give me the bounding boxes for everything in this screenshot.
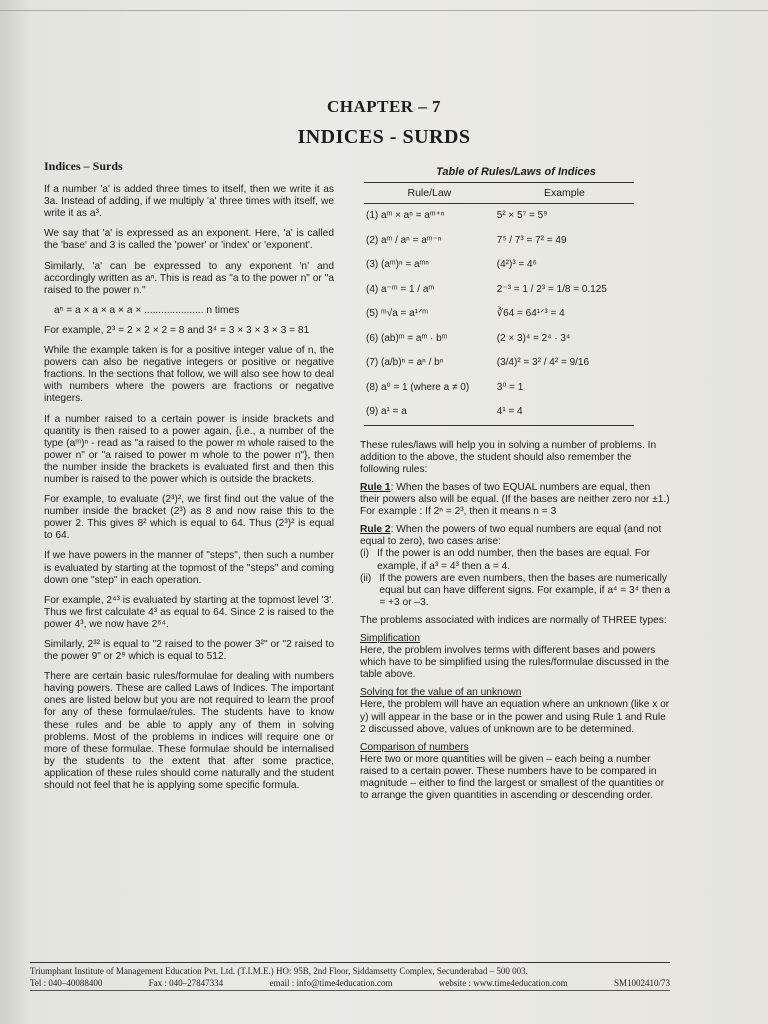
- case-text: If the powers are even numbers, then the bases are numerically equal but can have different signs. For example, if a⁴ = 3⁴ then a = +3 or –3.: [379, 572, 671, 608]
- rule-2-text: : When the powers of two equal numbers are equal (and not equal to zero), two cases arise:: [360, 524, 662, 548]
- footer-contact-row: [30, 977, 670, 989]
- paragraph: Similarly, 2³² is equal to "2 raised to the power 3²" or "2 raised to the power 9" or 2⁹ which is equal to 512.: [44, 639, 334, 663]
- paragraph: For example, to evaluate (2³)², we first find out the value of the number inside the bracket (2³) as 8 and now raise this to the power 2. This gives 8² which is equal to 64. Thus (2³)² is equal to 64.: [44, 494, 334, 542]
- example-cell: 4¹ = 4: [495, 400, 634, 425]
- example-cell: (2 × 3)⁴ = 2⁴ · 3⁴: [496, 332, 571, 344]
- left-column: [44, 160, 334, 800]
- table-header: Rule/Law: [364, 183, 495, 204]
- example-cell: 5² × 5⁷ = 5⁹: [496, 210, 548, 222]
- footer-address: Triumphant Institute of Management Education Pvt. Ltd. (T.I.M.E.) HO: 95B, 2nd Floor, Siddamsetty Complex, Secunderabad – 500 003.: [30, 966, 528, 976]
- type-2-text: Here, the problem will have an equation where an unknown (like x or y) will appear in the base or in the power and using Rule 1 and Rule 2 discussed above, values of unknown are to be determined.: [360, 699, 670, 735]
- chapter-title: INDICES - SURDS: [297, 126, 471, 148]
- type-3-text: Here two or more quantities will be given – each being a number raised to a certain power. These numbers have to be compared in magnitude – either to find the largest or smallest of the quantities or to arrange the given quantities in ascending or descending order.: [360, 753, 665, 802]
- rule-1: [360, 482, 672, 518]
- page-footer: [30, 962, 670, 989]
- rule-cell: (5) ᵐ√a = a¹ᐟᵐ: [366, 308, 429, 320]
- table-header: Example: [495, 183, 634, 204]
- table-title: Table of Rules/Laws of Indices: [436, 166, 596, 178]
- example-cell: (3/4)² = 3² / 4² = 9/16: [496, 357, 590, 369]
- paragraph: For example, 2⁴³ is evaluated by starting at the topmost level '3'. Thus we first calculate 4³ as equal to 64. Since 2 is raised to the power 4³, we now have 2⁶⁴.: [44, 594, 334, 630]
- rule-cell: (8) a⁰ = 1 (where a ≠ 0): [366, 381, 470, 393]
- right-column: [360, 160, 672, 808]
- paragraph: If a number raised to a certain power is inside brackets and quantity is then raised to a power again, {i.e., a number of the type (aᵐ)ⁿ - read as "a raised to the power m whole raised to the power n" or "a raised to power m whole to the power n"}, then the number inside the brackets is evaluated first and then this number is raised to the power which is outside the brackets.: [44, 413, 334, 485]
- footer-fax: Fax : 040–27847334: [148, 978, 224, 988]
- paragraph: We say that 'a' is expressed as an exponent. Here, 'a' is called the 'base' and 3 is called the 'power' or 'index' or 'exponent'.: [44, 228, 334, 252]
- type-1-heading: Simplification: [360, 633, 421, 644]
- type-3-heading: Comparison of numbers: [360, 741, 469, 753]
- rule-1-text: : When the bases of two EQUAL numbers are equal, then their powers also will be equal. (If the bases are neither zero nor ±1.): [360, 481, 670, 506]
- paragraph: The problems associated with indices are normally of THREE types:: [360, 614, 667, 626]
- case-number: (i): [360, 548, 370, 560]
- type-2-heading: Solving for the value of an unknown: [360, 687, 522, 699]
- rule-cell: (4) a⁻ᵐ = 1 / aᵐ: [366, 283, 435, 295]
- example-cell: 3⁰ = 1: [496, 381, 524, 393]
- footer-tel: Tel : 040–40088400: [30, 978, 103, 988]
- rule-cell: (3) (aᵐ)ⁿ = aᵐⁿ: [366, 259, 429, 271]
- rule-cell: (7) (a/b)ⁿ = aⁿ / bⁿ: [366, 357, 444, 369]
- paragraph: These rules/laws will help you in solving a number of problems. In addition to the above, the student should also remember the following rules:: [360, 439, 657, 475]
- example-cell: 7⁵ / 7³ = 7² = 49: [496, 234, 567, 246]
- page-edge: [0, 10, 768, 11]
- case-number: (ii): [360, 572, 372, 584]
- rule-cell: (9) a¹ = a: [364, 400, 495, 425]
- paragraph: If we have powers in the manner of "steps", then such a number is evaluated by starting at the topmost of the "steps" and coming down one "step" in each operation.: [44, 550, 334, 586]
- rule-cell: (2) aᵐ / aⁿ = aᵐ⁻ⁿ: [366, 234, 442, 246]
- type-1-text: Here, the problem involves terms with different bases and powers which have to be simplified using the rules/formulae discussed in the table above.: [360, 645, 670, 681]
- paragraph: For example, 2³ = 2 × 2 × 2 = 8 and 3⁴ = 3 × 3 × 3 × 3 = 81: [44, 324, 310, 336]
- paragraph: While the example taken is for a positive integer value of n, the powers can also be negative integers or positive or negative fractions. In the sections that follow, we will also see how to deal with numbers where the powers are fractions or negative integers.: [44, 345, 334, 405]
- case-text: If the power is an odd number, then the bases are equal. For example, if a³ = 4³ then a = 4.: [377, 548, 651, 572]
- rule-cell: (1) aᵐ × aⁿ = aᵐ⁺ⁿ: [366, 210, 445, 222]
- rules-table: [364, 182, 634, 426]
- example-cell: 2⁻³ = 1 / 2³ = 1/8 = 0.125: [496, 283, 607, 295]
- example-cell: (4²)³ = 4⁶: [496, 259, 537, 271]
- section-heading: Indices – Surds: [44, 159, 123, 173]
- footer-rule: [30, 990, 670, 991]
- formula-line: aⁿ = a × a × a × a × ..................... n times: [54, 304, 240, 316]
- rule-1-example: For example : If 2ⁿ = 2³, then it means n = 3: [360, 506, 557, 518]
- rule-1-label: Rule 1: [360, 481, 391, 493]
- paragraph: If a number 'a' is added three times to itself, then we write it as 3a. Instead of adding, if we multiply 'a' three times with itself, we write it as a³.: [44, 184, 334, 220]
- rule-2-label: Rule 2: [360, 524, 391, 536]
- footer-email: email : info@time4education.com: [269, 978, 393, 988]
- chapter-number: CHAPTER – 7: [326, 97, 442, 116]
- footer-website: website : www.time4education.com: [438, 978, 568, 988]
- case-1: [360, 548, 672, 572]
- paragraph: There are certain basic rules/formulae for dealing with numbers having powers. These are called Laws of Indices. The important ones are listed below but you are not required to learn the proof for any of these formulae/rules. The students have to know these rules and be able to apply any of them in solving problems. Most of the problems in indices will require one or more of these formulae. These formulae should be internalised by the students to the extent that after some practice, application of these rules should come naturally and the student should not feel that he is applying some specific formula.: [44, 671, 334, 792]
- footer-code: SM1002410/73: [613, 978, 670, 988]
- case-2: [360, 573, 672, 609]
- paragraph: Similarly, 'a' can be expressed to any exponent 'n' and accordingly written as aⁿ. This is read as "a to the power n" or "a raised to the power n.": [44, 260, 334, 296]
- rule-2: [360, 524, 672, 609]
- rule-cell: (6) (ab)ᵐ = aᵐ · bᵐ: [366, 332, 448, 344]
- example-cell: ∛64 = 64¹ᐟ³ = 4: [496, 308, 565, 320]
